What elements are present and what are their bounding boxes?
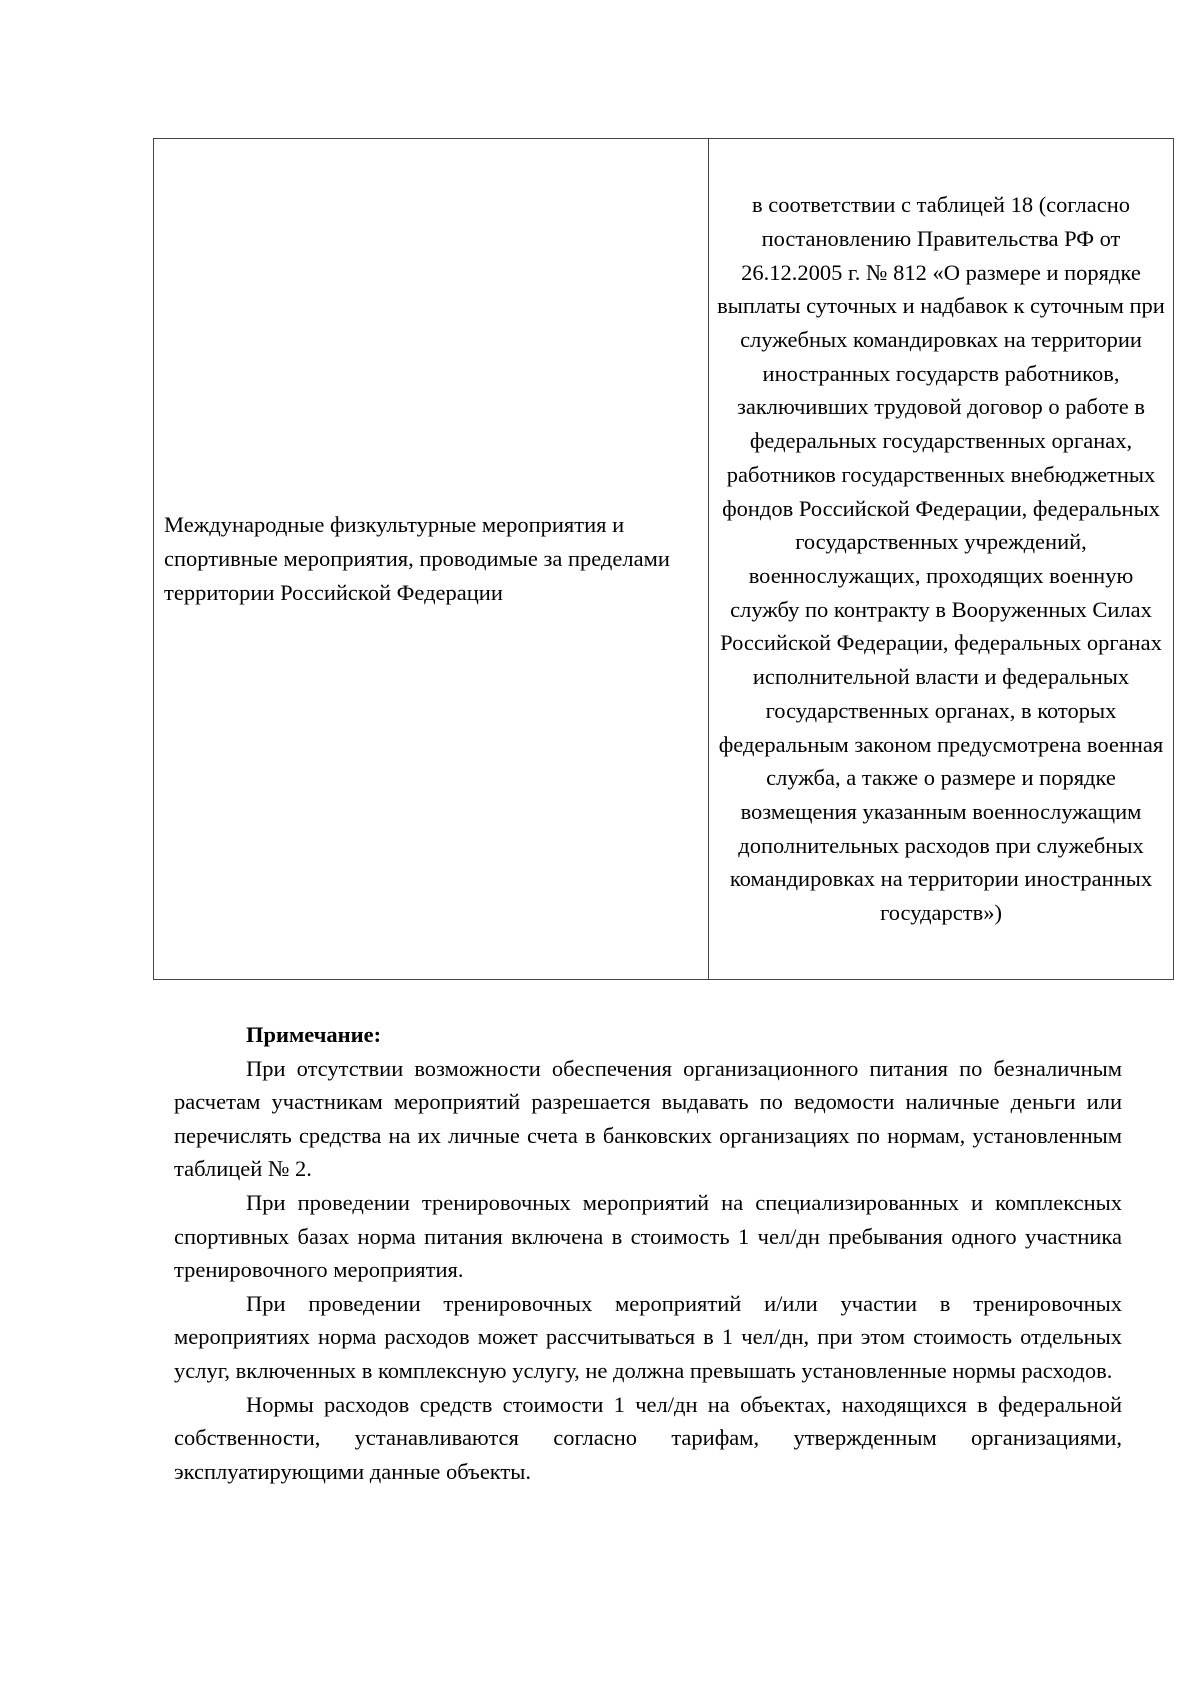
note-paragraph: При проведении тренировочных мероприятий на специализированных и комплексных спортивных базах норма питания включена в стоимость 1 чел/дн пребывания одного участника тренировочного мероприятия. (174, 1189, 1122, 1283)
note-paragraph: При проведении тренировочных мероприятий и/или участии в тренировочных мероприятиях норма расходов может рассчитываться в 1 чел/дн, при этом стоимость отдельных услуг, включенных в комплексную услугу, не должна превышать установленные нормы расходов. (174, 1290, 1122, 1383)
norms-table (153, 138, 1174, 980)
note-paragraph: При отсутствии возможности обеспечения организационного питания по безналичным расчетам участникам мероприятий разрешается выдавать по ведомости наличные деньги или перечислять средства на их личные счета в банковских организациях по нормам, установленным таблицей № 2. (174, 1055, 1122, 1182)
event-cell: Международные физкультурные мероприятия и спортивные мероприятия, проводимые за пределами территории Российской Федерации (154, 139, 709, 980)
note-paragraph: Нормы расходов средств стоимости 1 чел/дн на объектах, находящихся в федеральной собственности, устанавливаются согласно тарифам, утвержденным организациями, эксплуатирующими данные объекты. (174, 1391, 1122, 1484)
table-row (154, 139, 1174, 980)
note-section (174, 1018, 1122, 1488)
note-title: Примечание: (246, 1022, 382, 1047)
norm-cell: в соответствии с таблицей 18 (согласно постановлению Правительства РФ от 26.12.2005 г. № 812 «О размере и порядке выплаты суточных и надбавок к суточным при служебных командировках на территории иностранных государств работников, заключивших трудовой договор о работе в федеральных государственных органах, работников государственных внебюджетных фондов Российской Федерации, федеральных государственных учреждений, военнослужащих, проходящих военную службу по контракту в Вооруженных Силах Российской Федерации, федеральных органах исполнительной власти и федеральных государственных органах, в которых федеральным законом предусмотрена военная служба, а также о размере и порядке возмещения указанным военнослужащим дополнительных расходов при служебных командировках на территории иностранных государств») (709, 139, 1174, 980)
